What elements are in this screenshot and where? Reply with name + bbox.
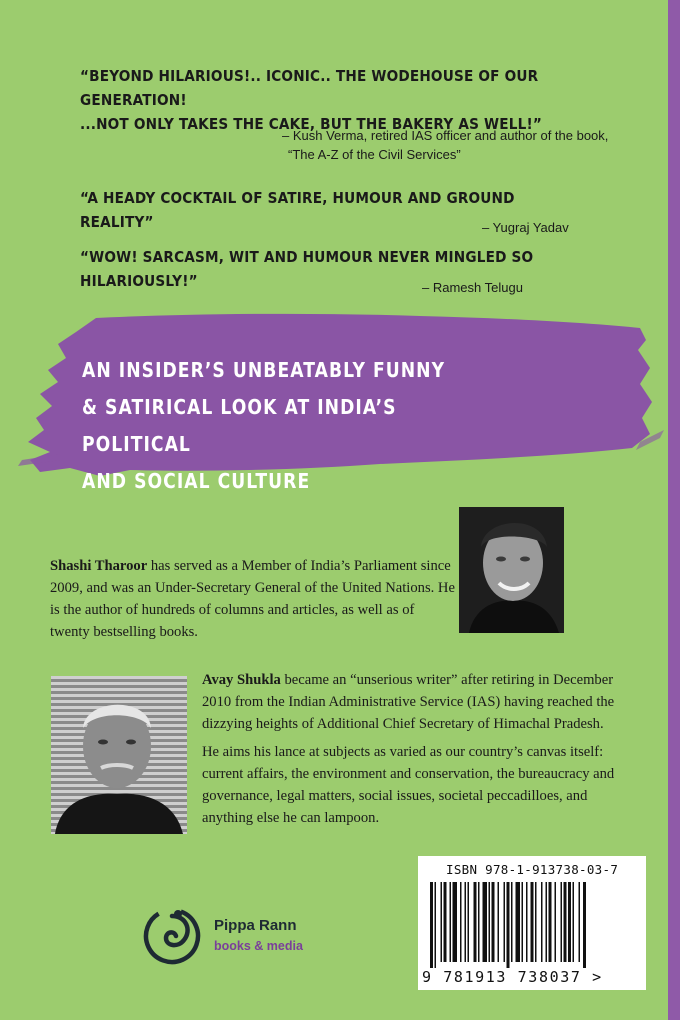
- quote-2-line-1: “A HEADY COCKTAIL OF SATIRE, HUMOUR AND GROUND REALITY”: [80, 189, 515, 231]
- spine-edge: [668, 0, 680, 1020]
- tagline-text: [82, 352, 512, 500]
- author-1-bio-text: has served as a Member of India’s Parliament since 2009, and was an Under-Secretary General of the United Nations. He is the author of hundreds of columns and articles, as well as of twenty bestselling books.: [50, 558, 455, 640]
- snake-icon: [138, 902, 208, 966]
- barcode-bars: [428, 882, 636, 968]
- publisher-logo: [138, 902, 338, 966]
- author-2-bio: [202, 669, 632, 829]
- publisher-tagline: books & media: [214, 939, 303, 953]
- author-1-bio: [50, 555, 455, 643]
- isbn-number: ISBN 978-1-913738-03-7: [446, 862, 619, 877]
- author-2-bio-paragraph-1: [202, 669, 632, 735]
- quote-1-attribution-line-2: “The A-Z of the Civil Services”: [288, 147, 461, 162]
- quote-3-attribution: – Ramesh Telugu: [422, 280, 523, 295]
- tagline-line-1: AN INSIDER’S UNBEATABLY FUNNY: [82, 358, 446, 382]
- author-2-bio-paragraph-2: He aims his lance at subjects as varied as our country’s canvas itself: current affairs, the environment and conservation, the bureaucracy and governance, legal matters, social issues, societal peccadilloes, and anything else he can lampoon.: [202, 744, 615, 826]
- quote-1-attribution: [282, 126, 608, 164]
- author-2-name: Avay Shukla: [202, 672, 281, 688]
- tagline-banner: [0, 310, 668, 493]
- author-1-photo: [459, 507, 564, 633]
- quote-3-line-1: “WOW! SARCASM, WIT AND HUMOUR NEVER MINGLED SO HILARIOUSLY!”: [80, 248, 534, 290]
- quote-1-line-2: ...NOT ONLY TAKES THE CAKE, BUT THE BAKERY AS WELL!”: [80, 115, 542, 133]
- quote-1-line-1: “BEYOND HILARIOUS!.. ICONIC.. THE WODEHOUSE OF OUR GENERATION!: [80, 67, 539, 109]
- ean-digits: 9 781913 738037 >: [422, 968, 603, 986]
- tagline-line-3: AND SOCIAL CULTURE: [82, 469, 311, 493]
- tagline-line-2: & SATIRICAL LOOK AT INDIA’S POLITICAL: [82, 395, 397, 456]
- author-1-name: Shashi Tharoor: [50, 558, 148, 574]
- author-2-bio-text-1: became an “unserious writer” after retiring in December 2010 from the Indian Administrative Service (IAS) having reached the dizzying heights of Additional Chief Secretary of Himachal Pradesh.: [202, 672, 615, 732]
- author-2-photo: [51, 676, 187, 834]
- isbn-barcode: [418, 856, 646, 990]
- quote-2-attribution: – Yugraj Yadav: [482, 220, 569, 235]
- publisher-name: Pippa Rann: [214, 917, 297, 934]
- quote-1-attribution-line-1: – Kush Verma, retired IAS officer and author of the book,: [282, 128, 609, 143]
